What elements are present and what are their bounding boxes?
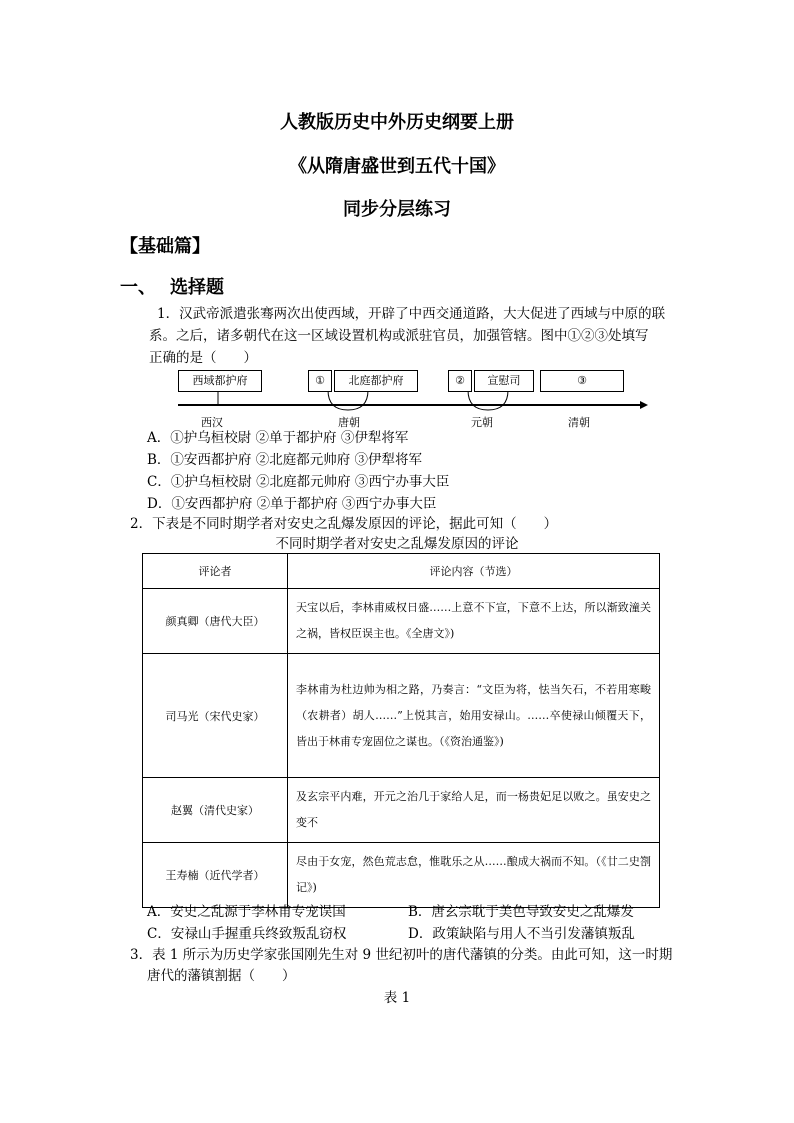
timeline-box-western-regions: 西域都护府 [178,370,262,392]
table-cell-who: 赵翼（清代史家） [143,778,288,843]
table-row [143,843,660,908]
table-header-who: 评论者 [143,554,288,589]
timeline-figure [168,368,648,430]
part-title: 选择题 [170,277,224,298]
q1-option-b: B．①安西都护府 ②北庭都元帅府 ③伊犁将军 [147,452,423,468]
timeline-label-tang: 唐朝 [338,416,360,429]
doc-title-line1: 人教版历史中外历史纲要上册 [280,112,514,133]
timeline-box-beiting: 北庭都护府 [334,370,418,392]
q2-table [142,553,660,908]
q1-option-d: D．①安西都护府 ②单于都护府 ③西宁办事大臣 [147,496,437,512]
table-row [143,778,660,843]
table-header-row [143,554,660,589]
q1-line1: 1．汉武帝派遣张骞两次出使西域，开辟了中西交通道路，大大促进了西域与中原的联 [157,306,666,322]
timeline-box-blank-2: ② [448,370,472,392]
doc-title-line3: 同步分层练习 [343,199,451,220]
q2-option-c: C．安禄山手握重兵终致叛乱窃权 [147,926,347,942]
table-cell-who: 司马光（宋代史家） [143,654,288,778]
q2-table-title: 不同时期学者对安史之乱爆发原因的评论 [275,536,519,552]
q1-line3: 正确的是（ ） [149,350,257,366]
part-number: 一、 [120,277,156,298]
timeline-box-blank-3: ③ [540,370,624,392]
q1-option-c: C．①护乌桓校尉 ②北庭都元帅府 ③西宁办事大臣 [147,474,450,490]
q2-option-d: D．政策缺陷与用人不当引发藩镇叛乱 [408,926,635,942]
table-cell-content: 尽由于女宠，然色荒志怠，惟耽乐之从……酿成大祸而不知。（《廿二史劄记》) [288,843,660,908]
q3-line2: 唐代的藩镇割据（ ） [147,968,296,984]
table-cell-content: 及玄宗平内难，开元之治几于家给人足，而一杨贵妃足以败之。虽安史之变不 [288,778,660,843]
table-cell-who: 颜真卿（唐代大臣） [143,589,288,654]
q3-line1: 3．表 1 所示为历史学家张国刚先生对 9 世纪初叶的唐代藩镇的分类。由此可知，这一时期 [130,947,673,963]
timeline-bracket-3 [468,390,508,410]
section-basic: 【基础篇】 [120,236,210,257]
table-row [143,589,660,654]
table-cell-content: 李林甫为杜边帅为相之路，乃奏言：“文臣为将，怯当矢石，不若用寒畯（农耕者）胡人……”上悦其言，始用安禄山。……卒使禄山倾覆天下，皆出于林甫专宠固位之谋也。（《资治通鉴》) [288,654,660,778]
q2-option-a: A．安史之乱源于李林甫专宠误国 [147,904,346,920]
timeline-label-yuan: 元朝 [471,416,493,429]
q3-caption: 表 1 [383,990,411,1006]
timeline-arrow-icon [640,401,648,409]
timeline-label-xihan: 西汉 [201,416,223,429]
doc-title-line2: 《从隋唐盛世到五代十国》 [289,156,505,177]
timeline-bracket-2 [328,390,368,410]
table-row [143,654,660,778]
timeline-box-xuanweisi: 宣慰司 [474,370,534,392]
q2-stem: 2．下表是不同时期学者对安史之乱爆发原因的评论，据此可知（ ） [130,516,558,532]
q1-line2: 系。之后，诸多朝代在这一区域设置机构或派驻官员，加强管辖。图中①②③处填写 [149,328,649,344]
table-header-content: 评论内容（节选） [288,554,660,589]
timeline-label-qing: 清朝 [568,416,590,429]
table-cell-content: 天宝以后，李林甫威权日盛……上意不下宣，下意不上达，所以渐致潼关之祸，皆权臣误主也。《全唐文》) [288,589,660,654]
timeline-box-blank-1: ① [308,370,332,392]
q2-option-b: B．唐玄宗耽于美色导致安史之乱爆发 [408,904,634,920]
q1-option-a: A．①护乌桓校尉 ②单于都护府 ③伊犁将军 [147,430,409,446]
table-cell-who: 王寿楠（近代学者） [143,843,288,908]
